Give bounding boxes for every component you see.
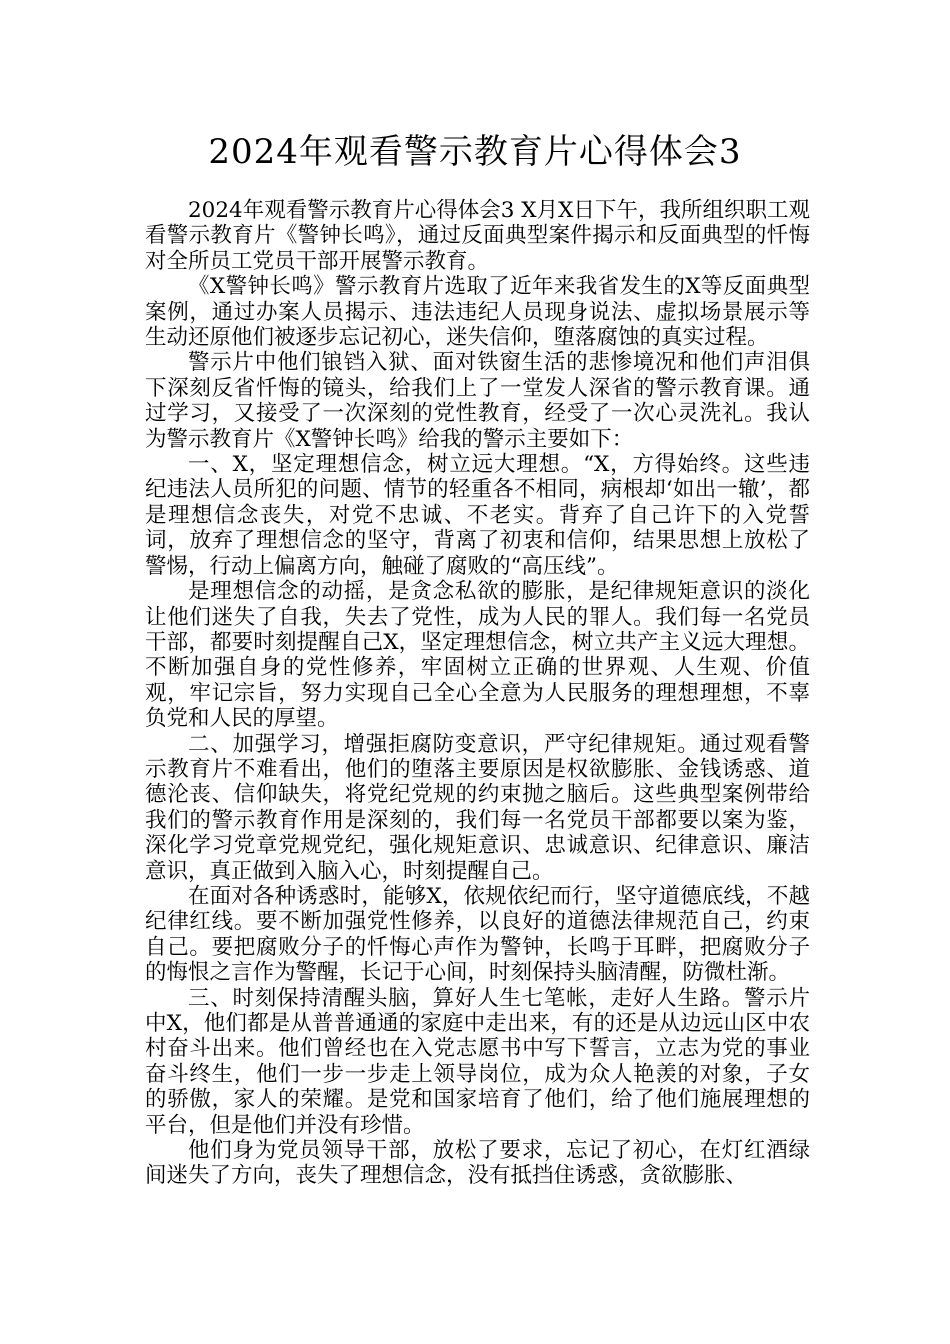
paragraph-point-one-detail: 是理想信念的动摇，是贪念私欲的膨胀，是纪律规矩意识的淡化让他们迷失了自我，失去了党性，成为人民的罪人。我们每一名党员干部，都要时刻提醒自己X，坚定理想信念，树立共产主义远大理想。不断加强自身的党性修养，牢固树立正确的世界观、人生观、价值观，牢记宗旨，努力实现自己全心全意为人民服务的理想理想，不辜负党和人民的厚望。 [145, 579, 810, 732]
paragraph-reflection: 警示片中他们锒铛入狱、面对铁窗生活的悲惨境况和他们声泪俱下深刻反省忏悔的镜头，给我们上了一堂发人深省的警示教育课。通过学习，又接受了一次深刻的党性教育，经受了一次心灵洗礼。我认为警示教育片《X警钟长鸣》给我的警示主要如下： [145, 350, 810, 452]
paragraph-film-overview: 《X警钟长鸣》警示教育片选取了近年来我省发生的X等反面典型案例，通过办案人员揭示、违法违纪人员现身说法、虚拟场景展示等生动还原他们被逐步忘记初心，迷失信仰，堕落腐蚀的真实过程。 [145, 274, 810, 351]
paragraph-point-two: 二、加强学习，增强拒腐防变意识，严守纪律规矩。通过观看警示教育片不难看出，他们的堕落主要原因是权欲膨胀、金钱诱惑、道德沦丧、信仰缺失，将党纪党规的约束抛之脑后。这些典型案例带给我们的警示教育作用是深刻的，我们每一名党员干部都要以案为鉴，深化学习党章党规党纪，强化规矩意识、忠诚意识、纪律意识、廉洁意识，真正做到入脑入心，时刻提醒自己。 [145, 731, 810, 884]
paragraph-point-three: 三、时刻保持清醒头脑，算好人生七笔帐，走好人生路。警示片中X，他们都是从普普通通的家庭中走出来，有的还是从边远山区中农村奋斗出来。他们曾经也在入党志愿书中写下誓言，立志为党的事业奋斗终生，他们一步一步走上领导岗位，成为众人艳羡的对象，子女的骄傲，家人的荣耀。是党和国家培育了他们，给了他们施展理想的平台，但是他们并没有珍惜。 [145, 985, 810, 1138]
document-title: 2024年观看警示教育片心得体会3 [208, 132, 742, 172]
paragraph-point-one: 一、X，坚定理想信念，树立远大理想。“X，方得始终。这些违纪违法人员所犯的问题、情节的轻重各不相同，病根却‘如出一辙’，都是理想信念丧失，对党不忠诚、不老实。背弃了自己许下的入党誓词，放弃了理想信念的坚守，背离了初衷和信仰，结果思想上放松了警惕，行动上偏离方向，触碰了腐败的“高压线”。 [145, 452, 810, 579]
document-body [145, 198, 810, 1189]
paragraph-intro: 2024年观看警示教育片心得体会3 X月X日下午，我所组织职工观看警示教育片《警钟长鸣》，通过反面典型案件揭示和反面典型的忏悔对全所员工党员干部开展警示教育。 [145, 198, 810, 274]
paragraph-point-three-detail: 他们身为党员领导干部，放松了要求，忘记了初心，在灯红酒绿间迷失了方向，丧失了理想信念，没有抵挡住诱惑，贪欲膨胀、 [145, 1138, 810, 1189]
paragraph-point-two-detail: 在面对各种诱惑时，能够X，依规依纪而行，坚守道德底线，不越纪律红线。要不断加强党性修养，以良好的道德法律规范自己，约束自己。要把腐败分子的忏悔心声作为警钟，长鸣于耳畔，把腐败分子的悔恨之言作为警醒，长记于心间，时刻保持头脑清醒，防微杜渐。 [145, 883, 810, 986]
